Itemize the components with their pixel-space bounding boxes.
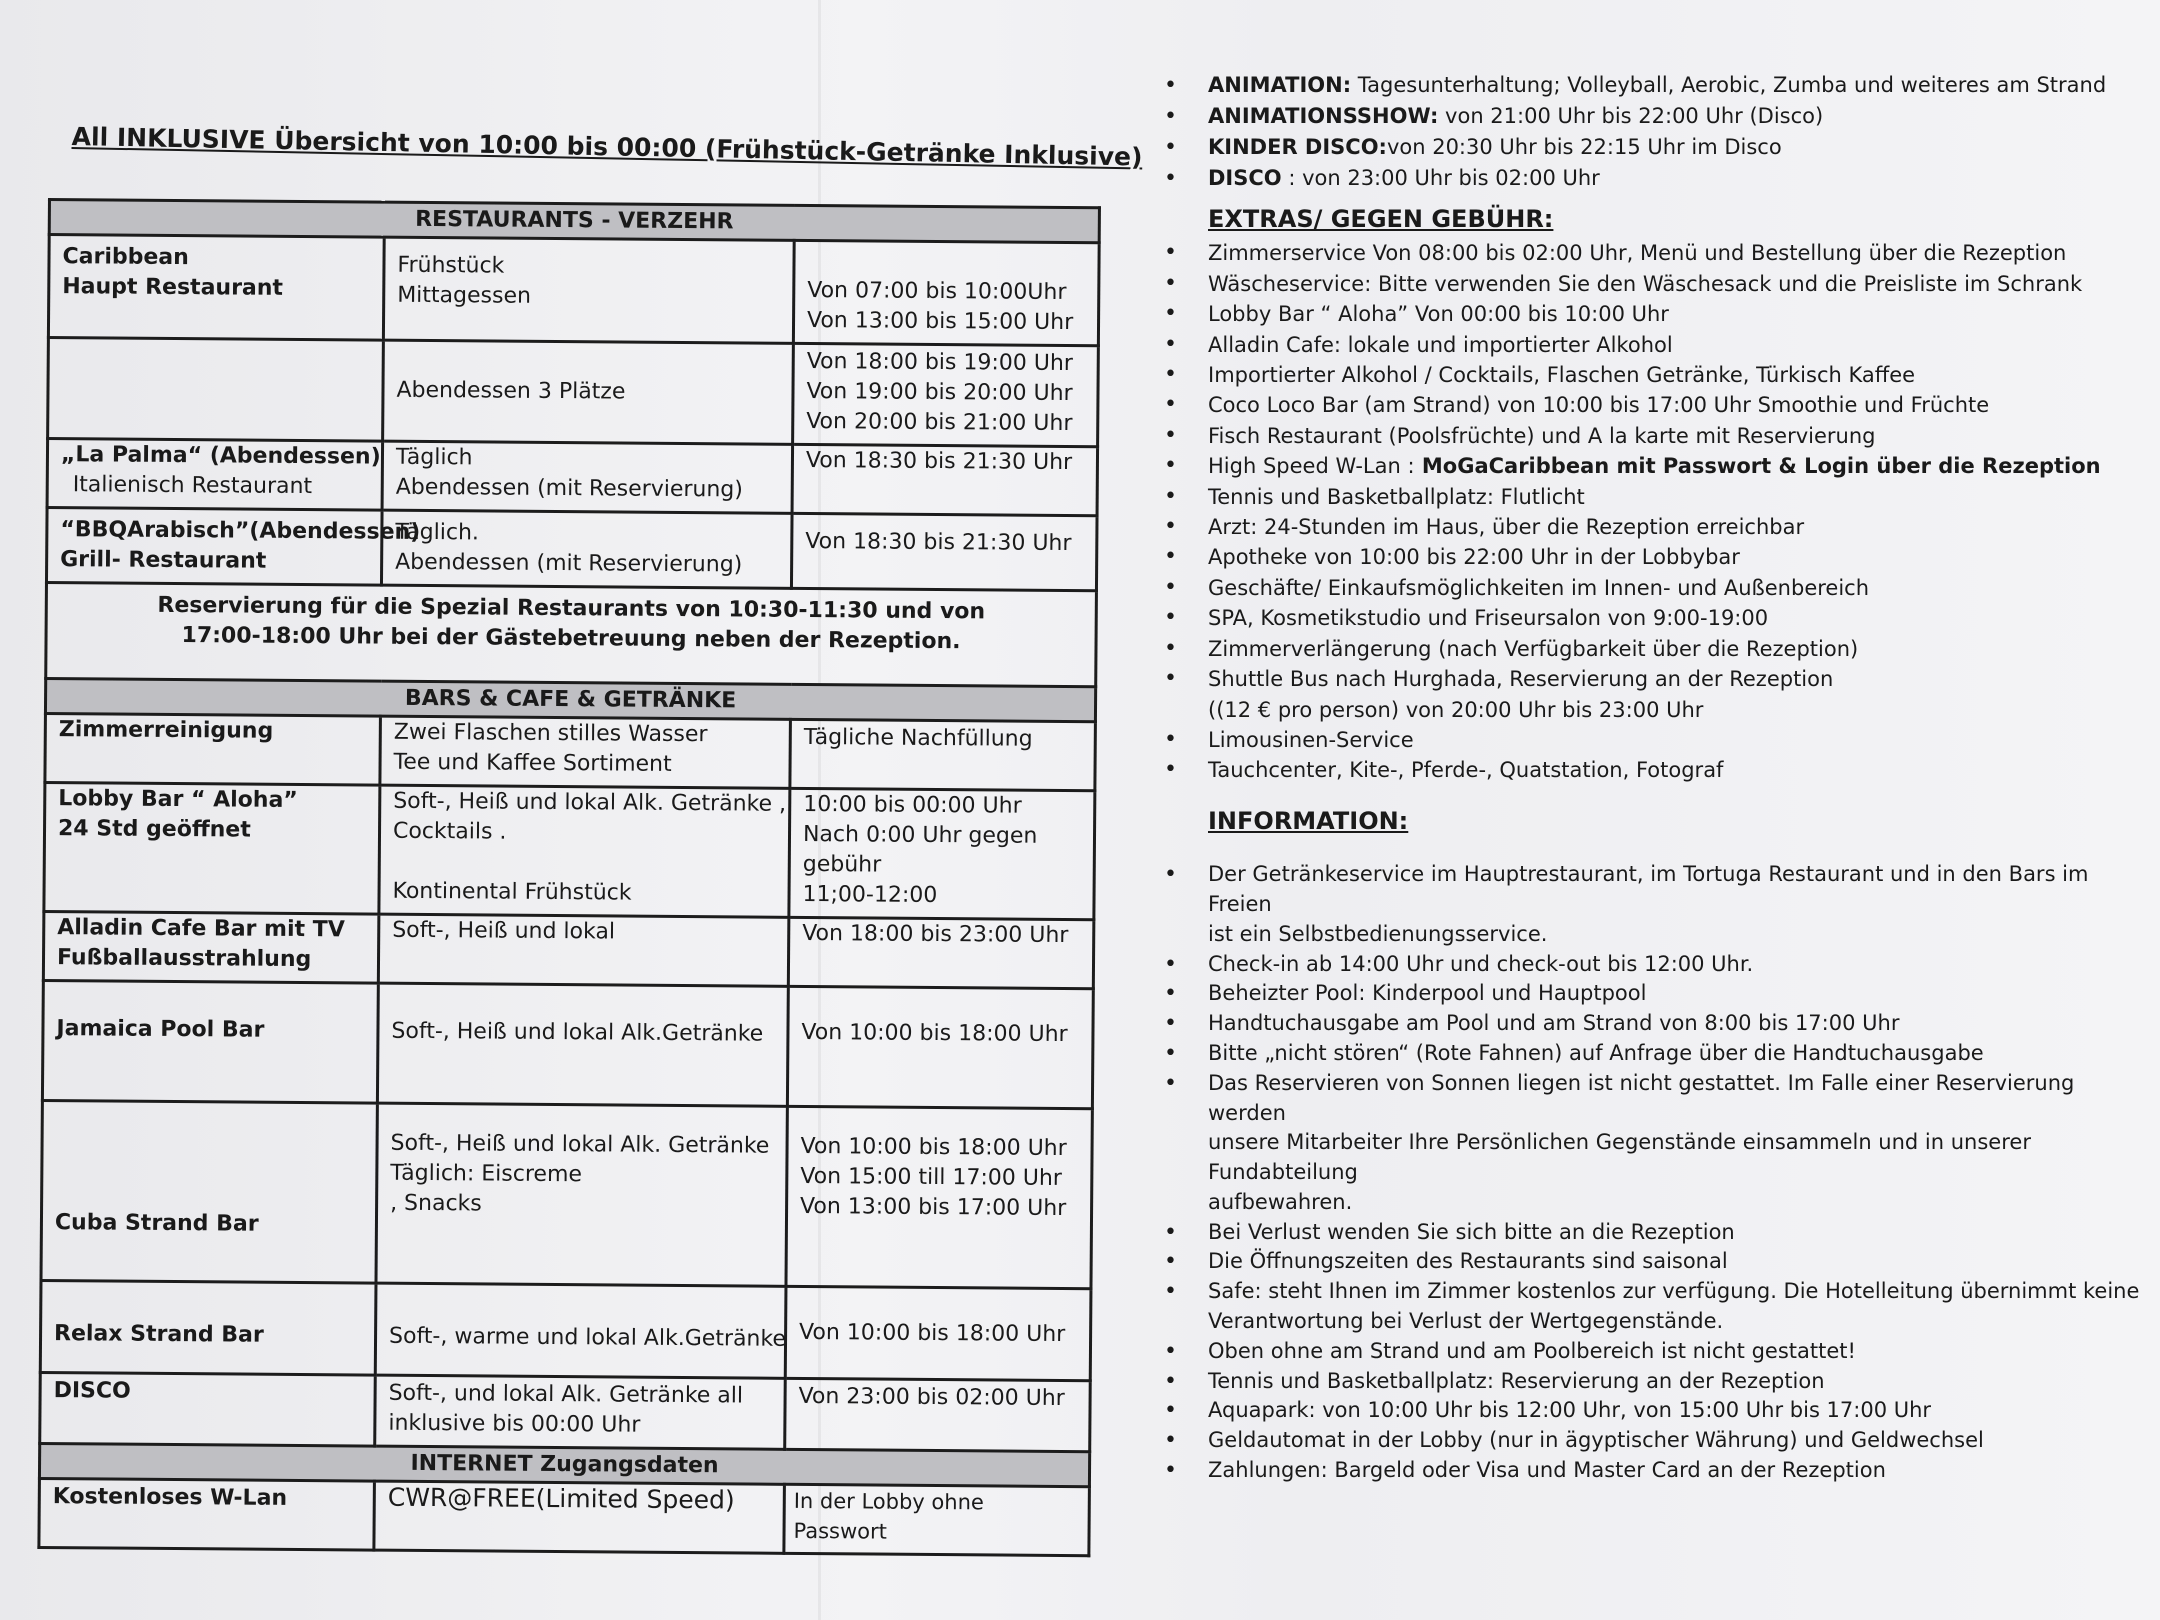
cell-line: Soft-, und lokal Alk. Getränke all: [388, 1380, 744, 1409]
item-text: Coco Loco Bar (am Strand) von 10:00 bis 17:00 Uhr Smoothie und Früchte: [1208, 393, 1990, 418]
list-item: [1160, 451, 2140, 481]
right-column: [1160, 70, 2140, 1486]
cell-line: Soft-, Heiß und lokal: [392, 917, 616, 945]
cell-line: Von 23:00 bis 02:00 Uhr: [798, 1383, 1065, 1412]
list-item: [1160, 1218, 2140, 1248]
cell-line: Von 10:00 bis 18:00 Uhr: [801, 1019, 1068, 1047]
bullet-icon: •: [1164, 757, 1177, 783]
table-row: [45, 713, 1096, 790]
cell-line: Soft-, warme und lokal Alk.Getränke: [388, 1323, 787, 1352]
item-label: ANIMATIONSSHOW:: [1208, 104, 1439, 128]
item-text: Handtuchausgabe am Pool und am Strand von 8:00 bis 17:00 Uhr: [1208, 1011, 1900, 1036]
bullet-icon: •: [1164, 1040, 1177, 1066]
cell-line: 11;00-12:00: [802, 881, 938, 909]
bullet-icon: •: [1164, 862, 1177, 888]
list-item: [1160, 542, 2140, 572]
bar-name-cell: [40, 1280, 376, 1375]
item-text: Die Öffnungszeiten des Restaurants sind saisonal: [1208, 1249, 1728, 1274]
item-text: High Speed W-Lan :: [1208, 454, 1415, 479]
table-row: [43, 911, 1094, 988]
cell-line: Von 10:00 bis 18:00 Uhr: [799, 1319, 1066, 1347]
cell-line: Zwei Flaschen stilles Wasser: [393, 719, 708, 748]
bullet-icon: •: [1164, 574, 1177, 600]
restaurant-name-cell: [48, 235, 384, 341]
list-item: [1160, 482, 2140, 512]
item-text: SPA, Kosmetikstudio und Friseursalon von 9:00-19:00: [1208, 606, 1769, 631]
bullet-icon: •: [1164, 605, 1177, 631]
bullet-icon: •: [1164, 135, 1177, 160]
information-list: [1160, 860, 2140, 1486]
cell-line: Caribbean: [62, 244, 189, 271]
list-item: [1160, 101, 2140, 132]
item-label: DISCO: [1208, 166, 1282, 190]
bullet-icon: •: [1164, 1458, 1177, 1484]
item-text: Tagesunterhaltung; Volleyball, Aerobic, Zumba und weiteres am Strand: [1351, 73, 2107, 97]
drinks-cell: [379, 785, 790, 917]
item-text: unsere Mitarbeiter Ihre Persönlichen Gegenstände einsammeln und in unserer Fundabteilung: [1208, 1130, 2031, 1185]
extras-heading: EXTRAS/ GEGEN GEBÜHR:: [1208, 205, 1554, 233]
meal-cell: [382, 441, 793, 513]
cell-line: Täglich: Eiscreme: [390, 1160, 583, 1188]
item-text: Aquapark: von 10:00 Uhr bis 12:00 Uhr, von 15:00 Uhr bis 17:00 Uhr: [1208, 1398, 1932, 1423]
item-text: Fisch Restaurant (Poolsfrüchte) und A la karte mit Reservierung: [1208, 423, 1876, 448]
drinks-cell: [375, 1375, 786, 1449]
drinks-cell: [380, 716, 791, 788]
item-text: Verantwortung bei Verlust der Wertgegenstände.: [1208, 1309, 1724, 1334]
bar-name-cell: [43, 911, 379, 983]
item-text: Importierter Alkohol / Cocktails, Flaschen Getränke, Türkisch Kaffee: [1208, 363, 1916, 388]
item-text: Bitte „nicht stören“ (Rote Fahnen) auf Anfrage über die Handtuchausgabe: [1208, 1040, 1984, 1065]
list-item: [1160, 1367, 2140, 1397]
item-text: : von 23:00 Uhr bis 02:00 Uhr: [1281, 166, 1600, 190]
list-item: [1160, 950, 2140, 980]
cell-line: Fußballausstrahlung: [56, 945, 312, 973]
cell-line: Kontinental Frühstück: [392, 878, 632, 906]
bullet-icon: •: [1164, 483, 1177, 509]
cell-line: Von 18:30 bis 21:30 Uhr: [805, 447, 1073, 476]
cell-line: Von 18:30 bis 21:30 Uhr: [805, 528, 1072, 557]
cell-line: 17:00-18:00 Uhr bei der Gästebetreuung neben der Rezeption.: [181, 623, 961, 655]
bullet-icon: •: [1164, 1219, 1177, 1245]
cell-line: Von 13:00 bis 15:00 Uhr: [806, 307, 1074, 336]
list-item: [1160, 1247, 2140, 1277]
bullet-icon: •: [1164, 544, 1177, 570]
bullet-icon: •: [1164, 104, 1177, 129]
list-item: [1160, 421, 2140, 451]
bullet-icon: •: [1164, 331, 1177, 357]
restaurant-name-cell: [46, 508, 421, 586]
time-cell: [788, 917, 1094, 988]
bullet-icon: •: [1164, 166, 1177, 191]
cell-line: , Snacks: [390, 1190, 482, 1217]
drinks-cell: [377, 983, 788, 1106]
cell-line: Cocktails .: [392, 818, 507, 845]
bullet-icon: •: [1164, 270, 1177, 296]
time-cell: [792, 444, 1098, 515]
item-text: Geldautomat in der Lobby (nur in ägyptischer Währung) und Geldwechsel: [1208, 1428, 1984, 1453]
item-text: Tennis und Basketballplatz: Reservierung an der Rezeption: [1208, 1368, 1825, 1393]
cell-line: Italienisch Restaurant: [72, 472, 313, 500]
cell-line: Von 19:00 bis 20:00 Uhr: [806, 378, 1073, 407]
cell-line: Cuba Strand Bar: [54, 1209, 259, 1237]
cell-line: Alladin Cafe Bar mit TV: [57, 915, 345, 943]
table-row: [44, 782, 1095, 919]
list-item: [1160, 664, 2140, 725]
table-row: [47, 439, 1098, 516]
item-text: ist ein Selbstbedienungsservice.: [1208, 921, 1548, 946]
cell-line: Frühstück: [397, 252, 505, 279]
time-cell: [791, 513, 1097, 590]
section-header-label: INTERNET Zugangsdaten: [39, 1443, 1089, 1486]
item-text: Zimmerservice Von 08:00 bis 02:00 Uhr, Menü und Bestellung über die Rezeption: [1208, 241, 2067, 266]
bullet-icon: •: [1164, 1398, 1177, 1424]
cell-line: Mittagessen: [397, 282, 532, 309]
table-row: [40, 1280, 1091, 1380]
restaurant-name-cell: [48, 338, 384, 442]
time-cell: [786, 1106, 1092, 1288]
bullet-icon: •: [1164, 635, 1177, 661]
extras-list: [1160, 238, 2140, 785]
item-text: Bei Verlust wenden Sie sich bitte an die Rezeption: [1208, 1219, 1735, 1244]
cell-line: Nach 0:00 Uhr gegen: [802, 821, 1038, 849]
bullet-icon: •: [1164, 1011, 1177, 1037]
cell-line: Haupt Restaurant: [62, 274, 284, 301]
item-text: von 21:00 Uhr bis 22:00 Uhr (Disco): [1438, 104, 1824, 128]
table-row: [42, 980, 1093, 1108]
time-cell: [790, 719, 1096, 790]
item-text: Alladin Cafe: lokale und importierter Alkohol: [1208, 332, 1673, 357]
item-text: Check-in ab 14:00 Uhr und check-out bis 12:00 Uhr.: [1208, 951, 1754, 976]
item-text: Das Reservieren von Sonnen liegen ist nicht gestattet. Im Falle einer Reservierung werden: [1208, 1070, 2075, 1125]
cell-line: [393, 847, 776, 880]
section-header-label: BARS & CAFE & GETRÄNKE: [45, 678, 1095, 721]
wlan-credentials: MoGaCaribbean mit Passwort & Login über die Rezeption: [1414, 454, 2101, 479]
drinks-cell: [375, 1283, 786, 1378]
cell-line: Soft-, Heiß und lokal Alk. Getränke: [390, 1130, 770, 1159]
cell-line: Soft-, Heiß und lokal Alk.Getränke: [391, 1018, 764, 1047]
list-item: [1160, 634, 2140, 664]
bullet-icon: •: [1164, 301, 1177, 327]
list-item: [1160, 70, 2140, 101]
item-text: Arzt: 24-Stunden im Haus, über die Rezeption erreichbar: [1208, 515, 1805, 540]
bullet-icon: •: [1164, 362, 1177, 388]
list-item: [1160, 132, 2140, 163]
cell-line: „La Palma“ (Abendessen): [60, 442, 381, 470]
time-cell: [793, 343, 1099, 446]
time-cell: [785, 1378, 1091, 1451]
item-text: von 20:30 Uhr bis 22:15 Uhr im Disco: [1386, 135, 1782, 159]
list-item: [1160, 1456, 2140, 1486]
bullet-icon: •: [1164, 951, 1177, 977]
cell-line: “BBQArabisch”(Abendessen): [60, 517, 421, 545]
bar-name-cell: [45, 713, 381, 785]
list-item: [1160, 603, 2140, 633]
section-header-label: RESTAURANTS - VERZEHR: [49, 200, 1099, 243]
meal-cell: [383, 237, 794, 343]
meal-cell: [381, 510, 792, 588]
cell-line: Tee und Kaffee Sortiment: [393, 749, 672, 777]
cell-line: Von 20:00 bis 21:00 Uhr: [806, 408, 1073, 437]
cell-line: Täglich.: [395, 519, 480, 546]
table-row: [40, 1372, 1091, 1451]
item-label: ANIMATION:: [1208, 73, 1352, 97]
shuttle-price: ((12 € pro person) von 20:00 Uhr bis 23:00 Uhr: [1208, 697, 1704, 722]
table-row: [48, 338, 1099, 447]
list-item: [1160, 1069, 2140, 1218]
bullet-icon: •: [1164, 392, 1177, 418]
item-text: Safe: steht Ihnen im Zimmer kostenlos zur verfügung. Die Hotelleitung übernimmt keine: [1208, 1279, 2140, 1304]
list-item: [1160, 1009, 2140, 1039]
cell-line: DISCO: [53, 1378, 131, 1404]
list-item: [1160, 512, 2140, 542]
cell-line: Relax Strand Bar: [53, 1320, 264, 1348]
cell-line: Von 07:00 bis 10:00Uhr: [807, 277, 1067, 306]
cell-line: Zimmerreinigung: [58, 717, 274, 744]
cell-line: Tägliche Nachfüllung: [803, 724, 1033, 752]
list-item: [1160, 330, 2140, 360]
bullet-icon: •: [1164, 1070, 1177, 1096]
cell-line: Von 18:00 bis 23:00 Uhr: [802, 920, 1069, 949]
page-title: All INKLUSIVE Übersicht von 10:00 bis 00:00 (Frühstück-Getränke Inklusive): [71, 122, 1143, 172]
cell-line: gebühr: [802, 851, 882, 878]
bullet-icon: •: [1164, 422, 1177, 448]
list-item: [1160, 1039, 2140, 1069]
list-item: [1160, 269, 2140, 299]
bar-name-cell: [40, 1372, 376, 1446]
meal-cell: [383, 340, 794, 444]
item-text: Apotheke von 10:00 bis 22:00 Uhr in der Lobbybar: [1208, 545, 1740, 570]
bullet-icon: •: [1164, 1249, 1177, 1275]
bullet-icon: •: [1164, 1279, 1177, 1305]
table-row: [48, 235, 1099, 346]
item-text: Shuttle Bus nach Hurghada, Reservierung an der Rezeption: [1208, 667, 1834, 692]
cell-line: Abendessen (mit Reservierung): [395, 549, 743, 578]
bullet-icon: •: [1164, 981, 1177, 1007]
internet-name-cell: Kostenloses W-Lan: [39, 1478, 375, 1550]
cell-line: Von 18:00 bis 19:00 Uhr: [806, 348, 1073, 377]
time-cell: [787, 986, 1093, 1108]
cell-line: Von 10:00 bis 18:00 Uhr: [800, 1133, 1067, 1162]
list-item: [1160, 573, 2140, 603]
bullet-icon: •: [1164, 1338, 1177, 1364]
bullet-icon: •: [1164, 453, 1177, 479]
cell-line: Jamaica Pool Bar: [56, 1015, 265, 1043]
drinks-cell: [378, 914, 789, 986]
time-cell: [793, 240, 1099, 345]
cell-line: 10:00 bis 00:00 Uhr: [803, 791, 1022, 819]
item-text: Tauchcenter, Kite-, Pferde-, Quatstation, Fotograf: [1208, 758, 1724, 783]
table-row: [41, 1100, 1092, 1288]
cell-line: Von 13:00 bis 17:00 Uhr: [800, 1193, 1067, 1222]
item-text: Zimmerverlängerung (nach Verfügbarkeit über die Rezeption): [1208, 636, 1859, 661]
bullet-icon: •: [1164, 514, 1177, 540]
list-item: [1160, 755, 2140, 785]
bullet-icon: •: [1164, 73, 1177, 98]
table-row: [46, 508, 1097, 591]
table-row: [39, 1478, 1090, 1555]
item-text: Lobby Bar “ Aloha” Von 00:00 bis 10:00 Uhr: [1208, 302, 1669, 327]
item-text: Limousinen-Service: [1208, 727, 1414, 752]
bullet-icon: •: [1164, 1428, 1177, 1454]
bullet-icon: •: [1164, 666, 1177, 692]
cell-line: Von 15:00 till 17:00 Uhr: [800, 1163, 1063, 1191]
item-text: Zahlungen: Bargeld oder Visa und Master Card an der Rezeption: [1208, 1458, 1886, 1483]
entertainment-list: [1160, 70, 2140, 194]
list-item: [1160, 1426, 2140, 1456]
reservation-note-row: [46, 582, 1097, 686]
time-cell: [789, 788, 1095, 919]
bar-name-cell: [42, 980, 378, 1103]
time-cell: [785, 1286, 1091, 1380]
information-heading: INFORMATION:: [1208, 806, 1409, 835]
cell-line: Täglich: [395, 444, 473, 471]
item-text: aufbewahren.: [1208, 1189, 1353, 1214]
bullet-icon: •: [1164, 240, 1177, 266]
item-text: Beheizter Pool: Kinderpool und Hauptpool: [1208, 981, 1647, 1006]
list-item: [1160, 238, 2140, 268]
list-item: [1160, 725, 2140, 755]
cell-line: Grill- Restaurant: [60, 547, 267, 574]
list-item: [1160, 1337, 2140, 1367]
list-item: [1160, 860, 2140, 949]
list-item: [1160, 979, 2140, 1009]
item-text: Der Getränkeservice im Hauptrestaurant, im Tortuga Restaurant und in den Bars im Freien: [1208, 862, 2089, 916]
item-label: KINDER DISCO:: [1208, 135, 1387, 159]
cell-line: 24 Std geöffnet: [57, 816, 251, 843]
list-item: [1160, 163, 2140, 194]
item-text: Tennis und Basketballplatz: Flutlicht: [1208, 484, 1585, 509]
reservation-note: [46, 582, 1097, 686]
restaurant-name-cell: [47, 439, 383, 511]
internet-note-cell: In der Lobby ohne Passwort: [784, 1484, 1090, 1555]
drinks-cell: [376, 1103, 787, 1286]
internet-network-cell: CWR@FREE(Limited Speed): [374, 1481, 785, 1553]
item-text: Geschäfte/ Einkaufsmöglichkeiten im Innen- und Außenbereich: [1208, 575, 1870, 600]
item-text: Wäscheservice: Bitte verwenden Sie den Wäschesack und die Preisliste im Schrank: [1208, 271, 2083, 296]
bullet-icon: •: [1164, 1368, 1177, 1394]
bar-name-cell: [41, 1100, 377, 1283]
list-item: [1160, 390, 2140, 420]
item-text: Oben ohne am Strand und am Poolbereich ist nicht gestattet!: [1208, 1338, 1856, 1363]
list-item: [1160, 299, 2140, 329]
list-item: [1160, 1277, 2140, 1337]
list-item: [1160, 1396, 2140, 1426]
cell-line: Abendessen 3 Plätze: [396, 377, 626, 405]
cell-line: inklusive bis 00:00 Uhr: [388, 1410, 641, 1438]
bar-name-cell: [44, 782, 380, 914]
cell-line: Reservierung für die Spezial Restaurants von 10:30-11:30 und von: [157, 592, 986, 625]
cell-line: Soft-, Heiß und lokal Alk. Getränke ,: [393, 788, 787, 817]
overview-table: [37, 198, 1101, 1557]
list-item: [1160, 360, 2140, 390]
bullet-icon: •: [1164, 726, 1177, 752]
cell-line: Lobby Bar “ Aloha”: [58, 786, 298, 813]
cell-line: Abendessen (mit Reservierung): [395, 474, 743, 503]
